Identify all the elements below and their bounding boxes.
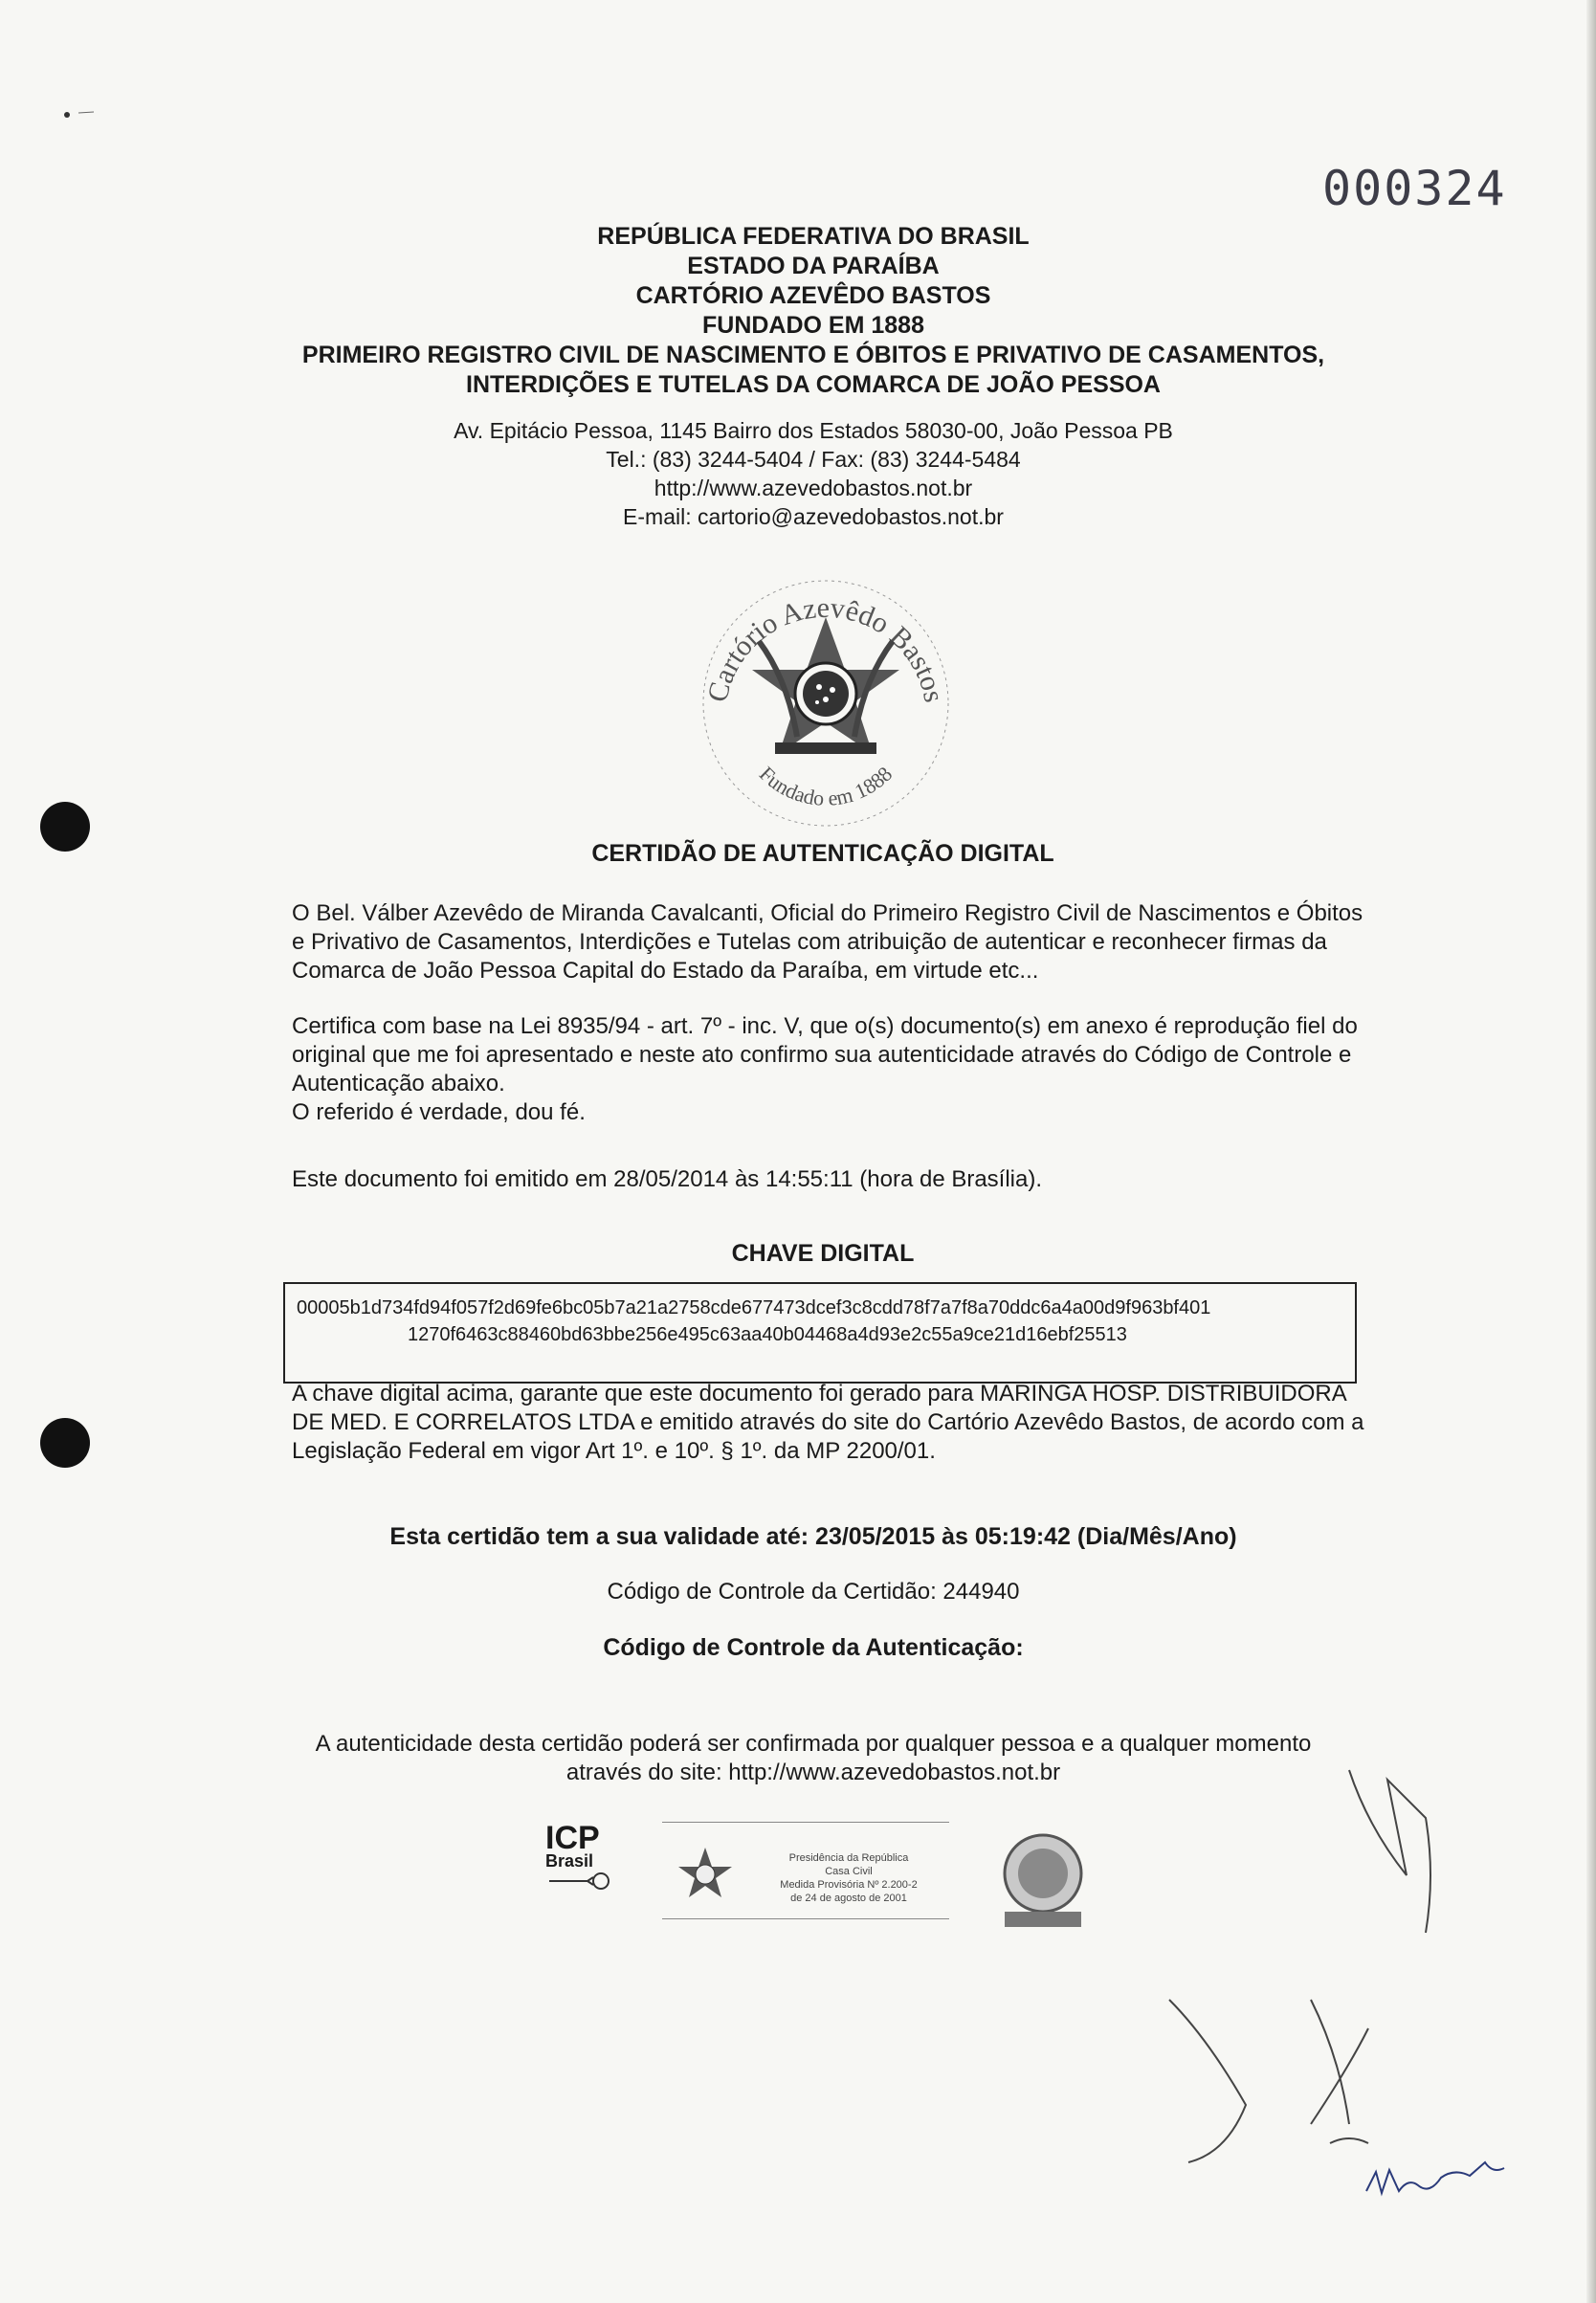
header-line: CARTÓRIO AZEVÊDO BASTOS (635, 282, 991, 309)
digital-key-line: 1270f6463c88460bd63bbe256e495c63aa40b04468a4d93e2c55a9ce21d16ebf25513 (408, 1324, 1127, 1345)
header-line: PRIMEIRO REGISTRO CIVIL DE NASCIMENTO E ÓBITOS E PRIVATIVO DE CASAMENTOS, (301, 342, 1325, 368)
paragraph-text: O Bel. Válber Azevêdo de Miranda Cavalcanti, Oficial do Primeiro Registro Civil de Nascimentos e Óbitos e Privativo de Casamentos, Interdições e Tutelas com atribuição de autenticar e reconhecer firmas da Comarca de João Pessoa Capital do Estado da Paraíba, em virtude etc... (292, 900, 1363, 984)
presidencia-text (748, 1851, 949, 1905)
quality-seal-icon (997, 1831, 1089, 1931)
presidencia-line: Presidência da República (788, 1852, 909, 1864)
icp-brasil-logo (545, 1820, 622, 1896)
footer-line: A autenticidade desta certidão poderá ser confirmada por qualquer pessoa e a qualquer momento (315, 1731, 1312, 1757)
address-phone: Tel.: (83) 3244-5404 / Fax: (83) 3244-5484 (606, 447, 1021, 472)
document-header (239, 222, 1387, 400)
digital-key-title: CHAVE DIGITAL (731, 1240, 915, 1267)
presidencia-line: Medida Provisória Nº 2.200-2 (780, 1879, 918, 1891)
key-icon (545, 1870, 622, 1894)
icp-logo-subtext: Brasil (545, 1851, 594, 1871)
punch-hole (40, 802, 90, 852)
footer-note (268, 1730, 1359, 1787)
presidencia-line: de 24 de agosto de 2001 (790, 1893, 907, 1904)
svg-text:Fundado em 1888 (755, 762, 897, 810)
digital-key-box (283, 1282, 1357, 1384)
address-block (287, 416, 1340, 531)
brasao-icon (672, 1842, 739, 1909)
scan-marks (57, 96, 134, 124)
paragraph-key-guarantee (292, 1380, 1373, 1466)
handwritten-mark-signature (1330, 1760, 1435, 1990)
paragraph-text: Este documento foi emitido em 28/05/2014 às 14:55:11 (hora de Brasília). (292, 1166, 1043, 1192)
handwritten-rubric-signature (1359, 2153, 1531, 2210)
presidencia-line: Casa Civil (825, 1866, 873, 1877)
paragraph-emitido (292, 1165, 1373, 1194)
icp-logo-text: ICP (545, 1820, 600, 1856)
certificate-control-code: Código de Controle da Certidão: 244940 (607, 1579, 1020, 1605)
cartorio-seal-icon (687, 565, 964, 842)
seal-top-text: Cartório Azevêdo Bastos (701, 591, 950, 705)
header-line: REPÚBLICA FEDERATIVA DO BRASIL (597, 223, 1030, 250)
page-number-stamp: 000324 (1322, 161, 1507, 216)
validity-line: Esta certidão tem a sua validade até: 23/05/2015 às 05:19:42 (Dia/Mês/Ano) (389, 1523, 1237, 1550)
paragraph-text: A chave digital acima, garante que este documento foi gerado para MARINGA HOSP. DISTRIBUIDORA DE MED. E CORRELATOS LTDA e emitido através do site do Cartório Azevêdo Bastos, de acordo com a Legislação Federal em vigor Art 1º. e 10º. § 1º. da MP 2200/01. (292, 1381, 1364, 1464)
address-website: http://www.azevedobastos.not.br (654, 476, 973, 500)
punch-hole (40, 1418, 90, 1468)
paragraph-certifica (292, 1012, 1373, 1127)
presidencia-badge (662, 1822, 949, 1919)
certificate-title: CERTIDÃO DE AUTENTICAÇÃO DIGITAL (591, 840, 1054, 867)
page-edge-shadow (1586, 0, 1596, 2303)
paragraph-text: Certifica com base na Lei 8935/94 - art. 7º - inc. V, que o(s) documento(s) em anexo é reprodução fiel do original que me foi apresentado e neste ato confirmo sua autenticidade através do Código de Controle e Autenticação abaixo. (292, 1013, 1358, 1096)
footer-line: através do site: http://www.azevedobastos.not.br (565, 1760, 1061, 1785)
digital-key-line: 00005b1d734fd94f057f2d69fe6bc05b7a21a2758cde677473dcef3c8cdd78f7a7f8a70ddc6a4a00d9f963bf401 (297, 1297, 1211, 1318)
paragraph-official (292, 899, 1373, 985)
address-email: E-mail: cartorio@azevedobastos.not.br (623, 504, 1004, 529)
header-line: INTERDIÇÕES E TUTELAS DA COMARCA DE JOÃO PESSOA (466, 371, 1161, 398)
header-line: ESTADO DA PARAÍBA (687, 253, 940, 279)
header-line: FUNDADO EM 1888 (702, 312, 924, 339)
authentication-control-code: Código de Controle da Autenticação: (603, 1634, 1024, 1661)
paragraph-text: O referido é verdade, dou fé. (292, 1099, 586, 1125)
address-street: Av. Epitácio Pessoa, 1145 Bairro dos Estados 58030-00, João Pessoa PB (454, 418, 1173, 443)
seal-bottom-text: Fundado em 1888 (754, 762, 898, 810)
